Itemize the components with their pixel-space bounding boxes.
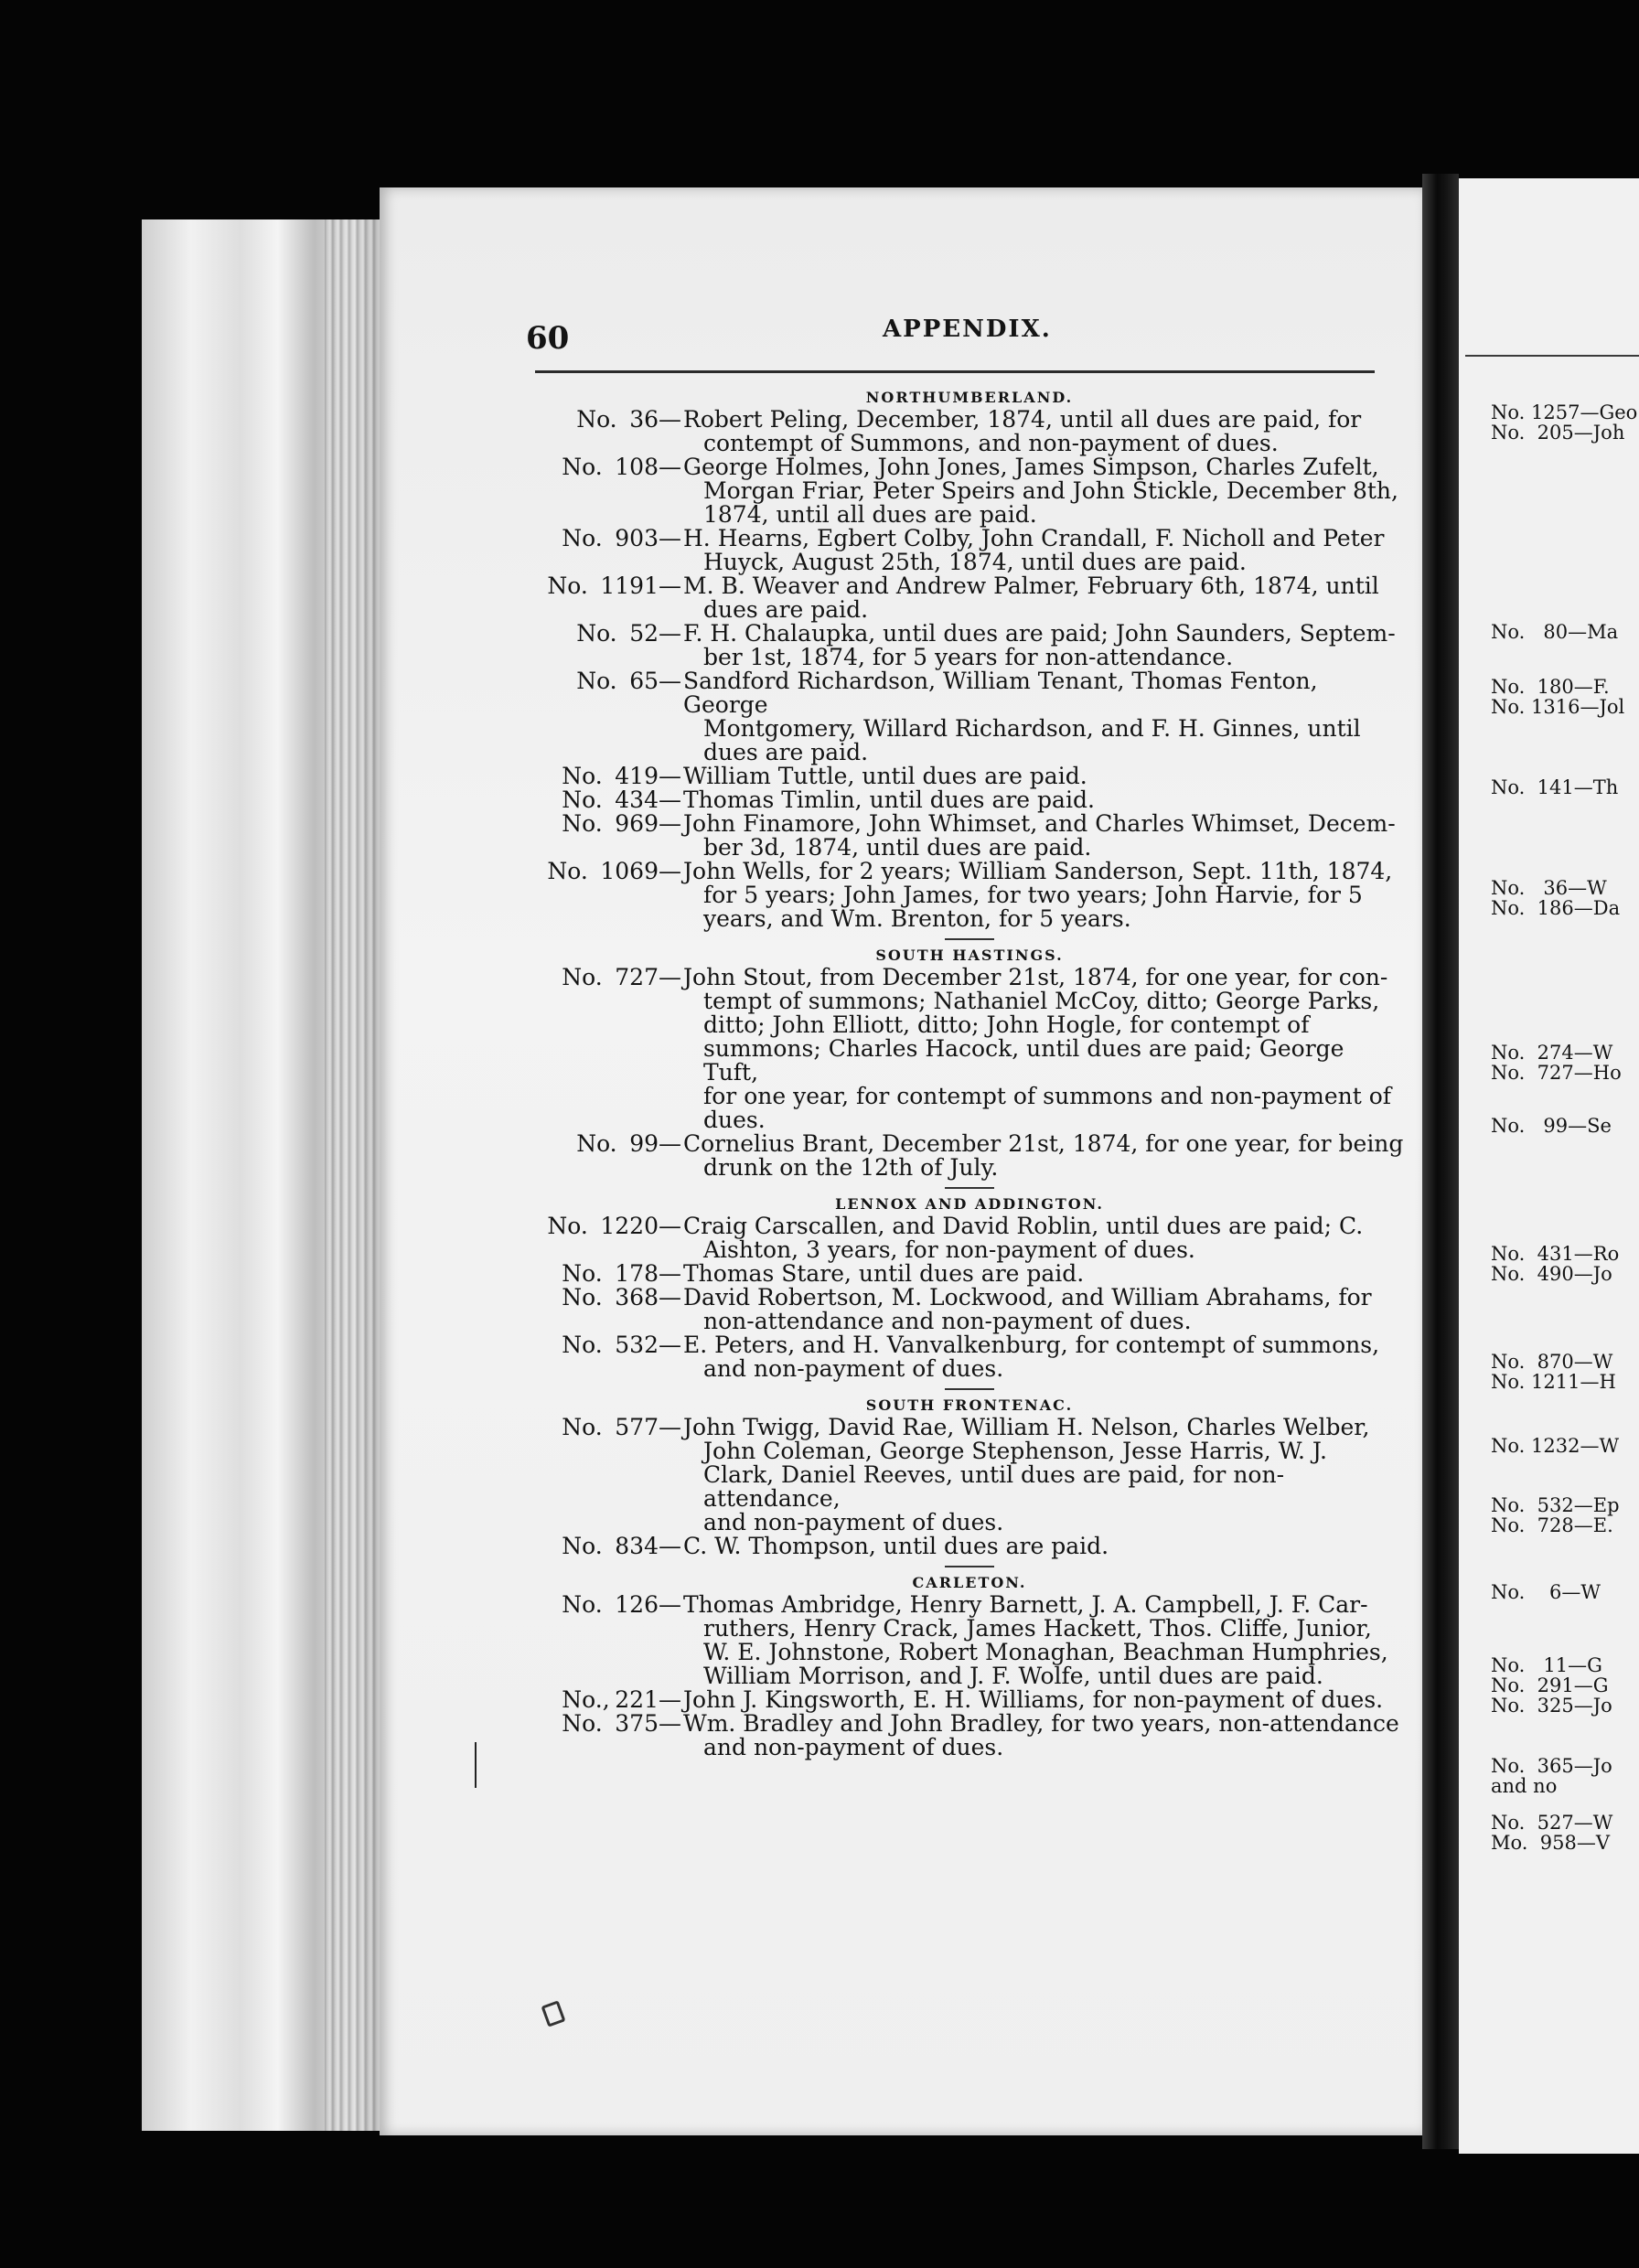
entry-no-label: No. bbox=[562, 1710, 603, 1737]
entry-number: No. 1220— bbox=[547, 1213, 681, 1239]
entry-text bbox=[681, 1214, 1404, 1262]
entry-lodge-number: 834 bbox=[615, 1533, 659, 1559]
entry-line: and non-payment of dues. bbox=[703, 1734, 1004, 1760]
right-page-fragment: No. 274—W bbox=[1491, 1042, 1613, 1064]
entry bbox=[535, 1286, 1404, 1333]
entry-no-label: No. bbox=[562, 1414, 603, 1440]
entry-no-label: No. bbox=[562, 964, 603, 990]
section bbox=[535, 1388, 1404, 1558]
entry bbox=[535, 765, 1404, 788]
entry-line: and non-payment of dues. bbox=[703, 1509, 1004, 1535]
entry-line: William Morrison, and J. F. Wolfe, until dues are paid. bbox=[703, 1663, 1323, 1689]
entry-no-label: No. bbox=[576, 1130, 617, 1157]
right-page-fragment: No. 180—F. bbox=[1491, 676, 1610, 698]
entry-line: John Coleman, George Stephenson, Jesse Harris, W. J. bbox=[703, 1438, 1327, 1464]
entry-lodge-number: 532 bbox=[615, 1332, 659, 1358]
right-page-fragment: No. 1211—H bbox=[1491, 1371, 1616, 1393]
entry-lodge-number: 1191 bbox=[600, 572, 659, 599]
entry-number: No. 419— bbox=[562, 763, 681, 789]
entry-no-label: No. bbox=[547, 572, 588, 599]
entry-lodge-number: 1069 bbox=[600, 858, 659, 884]
entry-lodge-number: 126 bbox=[615, 1591, 659, 1618]
section-title: CARLETON. bbox=[912, 1574, 1027, 1591]
entry-lodge-number: 903 bbox=[615, 525, 659, 551]
page-number: 60 bbox=[526, 320, 570, 357]
entry bbox=[535, 455, 1404, 527]
entry-line: Craig Carscallen, and David Roblin, until dues are paid; C. bbox=[683, 1213, 1364, 1239]
entry bbox=[535, 1688, 1404, 1712]
entry-lodge-number: 221 bbox=[615, 1686, 659, 1713]
right-page-fragment: No. 99—Se bbox=[1491, 1115, 1612, 1137]
entry bbox=[535, 1262, 1404, 1286]
right-page-fragment: No. 365—Jo bbox=[1491, 1755, 1612, 1777]
right-page-fragment: No. 527—W bbox=[1491, 1812, 1613, 1834]
entry-lodge-number: 969 bbox=[615, 810, 659, 837]
entry bbox=[535, 860, 1404, 931]
section-divider bbox=[945, 1187, 994, 1189]
entry-line: ber 3d, 1874, until dues are paid. bbox=[703, 834, 1092, 861]
book-page-edges bbox=[142, 219, 389, 2131]
entry-no-label: No., bbox=[562, 1686, 610, 1713]
entry-lodge-number: 99 bbox=[629, 1130, 659, 1157]
entry-text bbox=[681, 1416, 1404, 1535]
pencil-mark bbox=[475, 1742, 477, 1788]
entry-lodge-number: 727 bbox=[615, 964, 659, 990]
entry-text bbox=[681, 669, 1404, 765]
entry-line: Montgomery, Willard Richardson, and F. H. Ginnes, until bbox=[703, 715, 1361, 742]
entry bbox=[535, 622, 1404, 669]
entry-number: No. 434— bbox=[562, 786, 681, 813]
entry-line: tempt of summons; Nathaniel McCoy, ditto; George Parks, bbox=[703, 988, 1380, 1014]
entry-no-label: No. bbox=[562, 454, 603, 480]
right-page-header-rule bbox=[1465, 355, 1639, 357]
entry-line: David Robertson, M. Lockwood, and William Abrahams, for bbox=[683, 1284, 1372, 1311]
section-title: SOUTH FRONTENAC. bbox=[865, 1396, 1074, 1414]
right-page-fragment: No. 6—W bbox=[1491, 1581, 1601, 1603]
entry-no-label: No. bbox=[562, 763, 603, 789]
entry-text bbox=[681, 1262, 1404, 1286]
right-page bbox=[1459, 178, 1639, 2154]
right-page-fragment: No. 291—G bbox=[1491, 1674, 1609, 1696]
entry bbox=[535, 1416, 1404, 1535]
entry-text bbox=[681, 408, 1404, 455]
entry-lodge-number: 1220 bbox=[600, 1213, 659, 1239]
entry-line: Thomas Ambridge, Henry Barnett, J. A. Campbell, J. F. Car- bbox=[683, 1591, 1368, 1618]
right-page-fragment: No. 870—W bbox=[1491, 1351, 1613, 1373]
entry-no-label: No. bbox=[576, 620, 617, 647]
right-page-fragment: No. 1232—W bbox=[1491, 1435, 1620, 1457]
entry-line: ditto; John Elliott, ditto; John Hogle, for contempt of bbox=[703, 1011, 1310, 1038]
entry-line: M. B. Weaver and Andrew Palmer, February 6th, 1874, until bbox=[683, 572, 1379, 599]
right-page-fragment: No. 728—E. bbox=[1491, 1514, 1613, 1536]
entry-line: John Wells, for 2 years; William Sanderson, Sept. 11th, 1874, bbox=[683, 858, 1393, 884]
section bbox=[535, 1187, 1404, 1381]
entry-line: Aishton, 3 years, for non-payment of dues. bbox=[703, 1236, 1195, 1263]
entry-text bbox=[681, 1593, 1404, 1688]
section-divider bbox=[945, 1388, 994, 1390]
entry-text bbox=[681, 527, 1404, 574]
entry-number: No. 1069— bbox=[547, 858, 681, 884]
entry-no-label: No. bbox=[547, 858, 588, 884]
entry-no-label: No. bbox=[576, 668, 617, 694]
entry bbox=[535, 669, 1404, 765]
entry-text bbox=[681, 574, 1404, 622]
entry-line: summons; Charles Hacock, until dues are paid; George Tuft, bbox=[703, 1035, 1344, 1086]
entry-line: for 5 years; John James, for two years; John Harvie, for 5 bbox=[703, 882, 1363, 908]
right-page-fragment: No. 727—Ho bbox=[1491, 1062, 1622, 1084]
entry-number: No. 969— bbox=[562, 810, 681, 837]
entry-line: Cornelius Brant, December 21st, 1874, for one year, for being bbox=[683, 1130, 1404, 1157]
entry-no-label: No. bbox=[562, 525, 603, 551]
entry-line: John Twigg, David Rae, William H. Nelson, Charles Welber, bbox=[683, 1414, 1370, 1440]
section bbox=[535, 938, 1404, 1180]
right-page-fragment: Mo. 958—V bbox=[1491, 1832, 1611, 1854]
entry-text bbox=[681, 1712, 1404, 1760]
entry bbox=[535, 1593, 1404, 1688]
entry-number: No. 178— bbox=[562, 1260, 681, 1287]
entry-line: C. W. Thompson, until dues are paid. bbox=[683, 1533, 1109, 1559]
entry-no-label: No. bbox=[562, 1332, 603, 1358]
entry-line: John Finamore, John Whimset, and Charles Whimset, Decem- bbox=[683, 810, 1396, 837]
entry-number: No. 532— bbox=[562, 1332, 681, 1358]
entry-text bbox=[681, 966, 1404, 1132]
section-title: NORTHUMBERLAND. bbox=[865, 389, 1074, 406]
entry-number: No. 1191— bbox=[547, 572, 681, 599]
entry-lodge-number: 65 bbox=[629, 668, 659, 694]
section-title: LENNOX AND ADDINGTON. bbox=[835, 1195, 1104, 1213]
right-page-fragment: No. 205—Joh bbox=[1491, 422, 1625, 444]
entry-lodge-number: 577 bbox=[615, 1414, 659, 1440]
entry-no-label: No. bbox=[562, 786, 603, 813]
section-title: SOUTH HASTINGS. bbox=[875, 947, 1064, 964]
entry bbox=[535, 1132, 1404, 1180]
section-divider bbox=[945, 938, 994, 940]
entry bbox=[535, 1712, 1404, 1760]
section bbox=[535, 1566, 1404, 1760]
entry-line: for one year, for contempt of summons and non-payment of bbox=[703, 1083, 1392, 1109]
right-page-fragment: No. 141—Th bbox=[1491, 776, 1619, 798]
entry-no-label: No. bbox=[562, 1260, 603, 1287]
section-divider bbox=[945, 1566, 994, 1567]
entry-number: No. 834— bbox=[562, 1533, 681, 1559]
entry-number: No., 221— bbox=[562, 1686, 681, 1713]
entry-text bbox=[681, 765, 1404, 788]
right-page-fragment: No. 325—Jo bbox=[1491, 1695, 1612, 1717]
entry-text bbox=[681, 812, 1404, 860]
entry-line: dues are paid. bbox=[703, 739, 869, 765]
entry-number: No. 52— bbox=[576, 620, 681, 647]
entry-number: No. 36— bbox=[576, 406, 681, 433]
appendix-body bbox=[535, 384, 1404, 1760]
entry-line: Huyck, August 25th, 1874, until dues are paid. bbox=[703, 549, 1247, 575]
right-page-fragment: No. 1316—Jol bbox=[1491, 696, 1625, 718]
entry bbox=[535, 1214, 1404, 1262]
entry-text bbox=[681, 1286, 1404, 1333]
entry-line: Clark, Daniel Reeves, until dues are paid, for non-attendance, bbox=[703, 1461, 1285, 1512]
entry bbox=[535, 1535, 1404, 1558]
entry-line: John J. Kingsworth, E. H. Williams, for non-payment of dues. bbox=[683, 1686, 1384, 1713]
entry-line: Wm. Bradley and John Bradley, for two years, non-attendance bbox=[683, 1710, 1399, 1737]
entry-number: No. 99— bbox=[576, 1130, 681, 1157]
entry-line: drunk on the 12th of July. bbox=[703, 1154, 999, 1181]
entry-line: dues. bbox=[703, 1107, 766, 1133]
entry-number: No. 375— bbox=[562, 1710, 681, 1737]
entry-line: William Tuttle, until dues are paid. bbox=[683, 763, 1087, 789]
right-page-fragment: No. 36—W bbox=[1491, 877, 1607, 899]
entry-line: Thomas Stare, until dues are paid. bbox=[683, 1260, 1085, 1287]
entry bbox=[535, 408, 1404, 455]
entry-number: No. 903— bbox=[562, 525, 681, 551]
entry-number: No. 727— bbox=[562, 964, 681, 990]
entry-line: F. H. Chalaupka, until dues are paid; John Saunders, Septem- bbox=[683, 620, 1396, 647]
entry-number: No. 126— bbox=[562, 1591, 681, 1618]
entry-no-label: No. bbox=[562, 1591, 603, 1618]
entry bbox=[535, 788, 1404, 812]
entry-number: No. 65— bbox=[576, 668, 681, 694]
entry-no-label: No. bbox=[562, 1533, 603, 1559]
right-page-fragment: No. 431—Ro bbox=[1491, 1243, 1620, 1265]
entry-text bbox=[681, 1535, 1404, 1558]
entry-line: Sandford Richardson, William Tenant, Thomas Fenton, George bbox=[683, 668, 1318, 718]
entry-lodge-number: 375 bbox=[615, 1710, 659, 1737]
entry-line: and non-payment of dues. bbox=[703, 1355, 1004, 1382]
entry-lodge-number: 36 bbox=[629, 406, 659, 433]
entry-line: Robert Peling, December, 1874, until all dues are paid, for bbox=[683, 406, 1362, 433]
entry-text bbox=[681, 455, 1404, 527]
entry-number: No. 108— bbox=[562, 454, 681, 480]
entry-number: No. 577— bbox=[562, 1414, 681, 1440]
right-page-fragment: No. 80—Ma bbox=[1491, 621, 1619, 643]
book-gutter bbox=[1422, 174, 1459, 2149]
entry-number: No. 368— bbox=[562, 1284, 681, 1311]
entry-line: non-attendance and non-payment of dues. bbox=[703, 1308, 1192, 1334]
entry-lodge-number: 419 bbox=[615, 763, 659, 789]
entry-line: contempt of Summons, and non-payment of dues. bbox=[703, 430, 1279, 456]
entry-line: 1874, until all dues are paid. bbox=[703, 501, 1037, 528]
entry-line: H. Hearns, Egbert Colby, John Crandall, F. Nicholl and Peter bbox=[683, 525, 1385, 551]
entry bbox=[535, 527, 1404, 574]
running-head: APPENDIX. bbox=[883, 316, 1052, 343]
entry-line: years, and Wm. Brenton, for 5 years. bbox=[703, 905, 1131, 932]
entry-text bbox=[681, 622, 1404, 669]
entry-text bbox=[681, 1688, 1404, 1712]
entry bbox=[535, 574, 1404, 622]
right-page-fragment: and no bbox=[1491, 1775, 1558, 1797]
entry-lodge-number: 52 bbox=[629, 620, 659, 647]
right-page-fragment: No. 186—Da bbox=[1491, 897, 1621, 919]
entry-line: dues are paid. bbox=[703, 596, 869, 623]
entry-line: Thomas Timlin, until dues are paid. bbox=[683, 786, 1095, 813]
entry-line: ber 1st, 1874, for 5 years for non-attendance. bbox=[703, 644, 1234, 670]
entry-lodge-number: 178 bbox=[615, 1260, 659, 1287]
entry-line: George Holmes, John Jones, James Simpson, Charles Zufelt, bbox=[683, 454, 1379, 480]
entry bbox=[535, 1333, 1404, 1381]
entry bbox=[535, 812, 1404, 860]
entry-line: Morgan Friar, Peter Speirs and John Stickle, December 8th, bbox=[703, 477, 1398, 504]
entry bbox=[535, 966, 1404, 1132]
entry-no-label: No. bbox=[576, 406, 617, 433]
entry-lodge-number: 434 bbox=[615, 786, 659, 813]
header-rule bbox=[535, 370, 1375, 373]
entry-text bbox=[681, 860, 1404, 931]
entry-line: John Stout, from December 21st, 1874, for one year, for con- bbox=[683, 964, 1388, 990]
right-page-fragment: No. 532—Ep bbox=[1491, 1494, 1620, 1516]
entry-line: ruthers, Henry Crack, James Hackett, Thos. Cliffe, Junior, bbox=[703, 1615, 1372, 1642]
entry-lodge-number: 108 bbox=[615, 454, 659, 480]
entry-text bbox=[681, 1132, 1404, 1180]
entry-line: W. E. Johnstone, Robert Monaghan, Beachman Humphries, bbox=[703, 1639, 1388, 1665]
entry-no-label: No. bbox=[562, 1284, 603, 1311]
right-page-fragment: No. 490—Jo bbox=[1491, 1263, 1612, 1285]
entry-no-label: No. bbox=[547, 1213, 588, 1239]
entry-no-label: No. bbox=[562, 810, 603, 837]
entry-lodge-number: 368 bbox=[615, 1284, 659, 1311]
entry-line: E. Peters, and H. Vanvalkenburg, for contempt of summons, bbox=[683, 1332, 1380, 1358]
entry-text bbox=[681, 1333, 1404, 1381]
right-page-fragment: No. 1257—Geo bbox=[1491, 401, 1638, 423]
section bbox=[535, 388, 1404, 931]
entry-text bbox=[681, 788, 1404, 812]
right-page-fragment: No. 11—G bbox=[1491, 1654, 1602, 1676]
